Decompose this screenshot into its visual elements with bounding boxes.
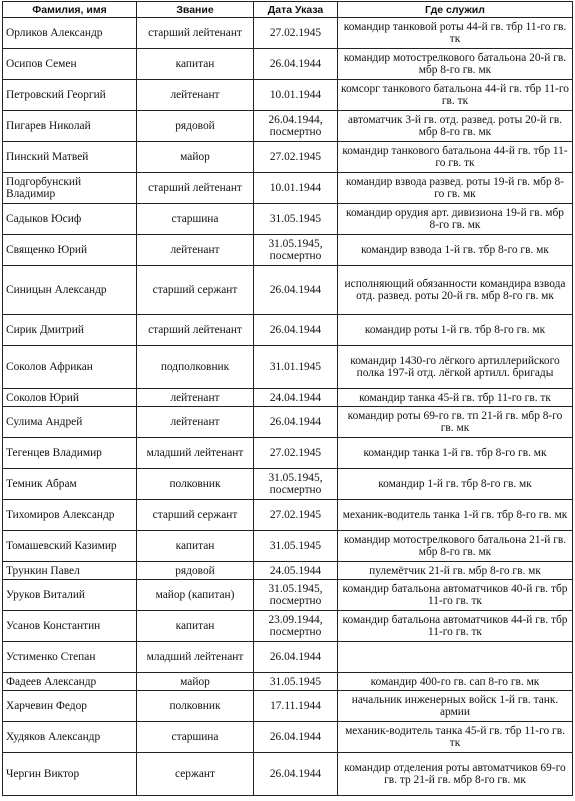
cell-service: командир 1-й гв. тбр 8-го гв. мк <box>338 469 573 500</box>
cell-rank: майор (капитан) <box>137 580 254 611</box>
cell-date: 31.05.1945 <box>254 531 338 562</box>
table-body <box>3 18 573 796</box>
cell-rank: младший лейтенант <box>137 642 254 673</box>
cell-date: 26.04.1944 <box>254 315 338 346</box>
cell-date: 26.04.1944 <box>254 49 338 80</box>
cell-service: автоматчик 3-й гв. отд. развед. роты 20-й гв. мбр 8-го гв. мк <box>338 111 573 142</box>
cell-service: командир мотострелкового батальона 20-й гв. мбр 8-го гв. мк <box>338 49 573 80</box>
cell-date: 26.04.1944 <box>254 722 338 753</box>
cell-date: 26.04.1944 <box>254 407 338 438</box>
cell-service: командир отделения роты автоматчиков 69-го гв. тр 21-й гв. мбр 8-го гв. мк <box>338 753 573 796</box>
cell-name: Петровский Георгий <box>3 80 137 111</box>
cell-date: 27.02.1945 <box>254 18 338 49</box>
cell-service: командир взвода развед. роты 19-й гв. мбр 8-го гв. мк <box>338 173 573 204</box>
cell-name: Томашевский Казимир <box>3 531 137 562</box>
cell-date: 10.01.1944 <box>254 80 338 111</box>
table-row <box>3 642 573 673</box>
table-row <box>3 315 573 346</box>
cell-name: Сирик Дмитрий <box>3 315 137 346</box>
header-row <box>3 2 573 18</box>
header-rank: Звание <box>137 2 254 18</box>
cell-date: 24.05.1944 <box>254 562 338 580</box>
cell-name: Худяков Александр <box>3 722 137 753</box>
table-row <box>3 142 573 173</box>
table-row <box>3 173 573 204</box>
awards-table <box>2 1 573 796</box>
cell-rank: старший лейтенант <box>137 315 254 346</box>
cell-name: Фадеев Александр <box>3 673 137 691</box>
table-row <box>3 691 573 722</box>
table-row <box>3 562 573 580</box>
cell-rank: лейтенант <box>137 235 254 266</box>
table-row <box>3 204 573 235</box>
cell-rank: старшина <box>137 204 254 235</box>
cell-service: командир батальона автоматчиков 44-й гв. тбр 11-го гв. тк <box>338 611 573 642</box>
cell-date: 27.02.1945 <box>254 500 338 531</box>
cell-service: начальник инженерных войск 1-й гв. танк. армии <box>338 691 573 722</box>
cell-rank: старший сержант <box>137 500 254 531</box>
table-row <box>3 469 573 500</box>
table-row <box>3 438 573 469</box>
cell-name: Тихомиров Александр <box>3 500 137 531</box>
cell-rank: капитан <box>137 531 254 562</box>
header-date: Дата Указа <box>254 2 338 18</box>
table-row <box>3 722 573 753</box>
cell-name: Устименко Степан <box>3 642 137 673</box>
cell-name: Орликов Александр <box>3 18 137 49</box>
cell-service: командир танковой роты 44-й гв. тбр 11-го гв. тк <box>338 18 573 49</box>
table-row <box>3 266 573 315</box>
table-row <box>3 531 573 562</box>
cell-rank: подполковник <box>137 346 254 389</box>
table-row <box>3 389 573 407</box>
cell-name: Харчевин Федор <box>3 691 137 722</box>
cell-service: механик-водитель танка 1-й гв. тбр 8-го гв. мк <box>338 500 573 531</box>
cell-service <box>338 642 573 673</box>
cell-service: комсорг танкового батальона 44-й гв. тбр 11-го гв. тк <box>338 80 573 111</box>
cell-name: Подгорбунский Владимир <box>3 173 137 204</box>
cell-service: командир 1430-го лёгкого артиллерийского полка 197-й отд. лёгкой артилл. бригады <box>338 346 573 389</box>
cell-name: Усанов Константин <box>3 611 137 642</box>
cell-rank: майор <box>137 142 254 173</box>
cell-date: 27.02.1945 <box>254 142 338 173</box>
cell-rank: капитан <box>137 49 254 80</box>
cell-date: 31.05.1945 <box>254 204 338 235</box>
cell-name: Трункин Павел <box>3 562 137 580</box>
cell-date: 31.01.1945 <box>254 346 338 389</box>
cell-service: командир батальона автоматчиков 40-й гв. тбр 11-го гв. тк <box>338 580 573 611</box>
header-service: Где служил <box>338 2 573 18</box>
cell-rank: полковник <box>137 691 254 722</box>
cell-rank: лейтенант <box>137 80 254 111</box>
cell-service: командир взвода 1-й гв. тбр 8-го гв. мк <box>338 235 573 266</box>
cell-name: Пинский Матвей <box>3 142 137 173</box>
cell-date: 31.05.1945, посмертно <box>254 235 338 266</box>
cell-service: командир орудия арт. дивизиона 19-й гв. мбр 8-го гв. мк <box>338 204 573 235</box>
cell-service: командир танкового батальона 44-й гв. тбр 11-го гв. тк <box>338 142 573 173</box>
cell-rank: старшина <box>137 722 254 753</box>
cell-date: 31.05.1945, посмертно <box>254 580 338 611</box>
cell-rank: старший лейтенант <box>137 18 254 49</box>
cell-rank: полковник <box>137 469 254 500</box>
cell-name: Соколов Африкан <box>3 346 137 389</box>
cell-rank: майор <box>137 673 254 691</box>
cell-rank: старший лейтенант <box>137 173 254 204</box>
header-name: Фамилия, имя <box>3 2 137 18</box>
cell-rank: капитан <box>137 611 254 642</box>
cell-name: Чергин Виктор <box>3 753 137 796</box>
cell-date: 31.05.1945, посмертно <box>254 469 338 500</box>
cell-name: Тегенцев Владимир <box>3 438 137 469</box>
table-row <box>3 753 573 796</box>
cell-date: 24.04.1944 <box>254 389 338 407</box>
cell-name: Осипов Семен <box>3 49 137 80</box>
cell-service: командир танка 1-й гв. тбр 8-го гв. мк <box>338 438 573 469</box>
cell-service: пулемётчик 21-й гв. мбр 8-го гв. мк <box>338 562 573 580</box>
cell-date: 17.11.1944 <box>254 691 338 722</box>
cell-name: Садыков Юсиф <box>3 204 137 235</box>
cell-name: Пигарев Николай <box>3 111 137 142</box>
table-row <box>3 611 573 642</box>
cell-date: 26.04.1944 <box>254 753 338 796</box>
table-row <box>3 18 573 49</box>
table-row <box>3 80 573 111</box>
table-header <box>3 2 573 18</box>
cell-rank: рядовой <box>137 562 254 580</box>
cell-date: 26.04.1944 <box>254 642 338 673</box>
table-row <box>3 111 573 142</box>
table-row <box>3 673 573 691</box>
cell-service: командир танка 45-й гв. тбр 11-го гв. тк <box>338 389 573 407</box>
cell-name: Сулима Андрей <box>3 407 137 438</box>
cell-date: 26.04.1944, посмертно <box>254 111 338 142</box>
cell-rank: младший лейтенант <box>137 438 254 469</box>
table-row <box>3 346 573 389</box>
cell-name: Уруков Виталий <box>3 580 137 611</box>
cell-rank: старший сержант <box>137 266 254 315</box>
cell-date: 10.01.1944 <box>254 173 338 204</box>
cell-rank: лейтенант <box>137 407 254 438</box>
cell-rank: рядовой <box>137 111 254 142</box>
cell-service: механик-водитель танка 45-й гв. тбр 11-го гв. тк <box>338 722 573 753</box>
cell-date: 23.09.1944, посмертно <box>254 611 338 642</box>
cell-name: Синицын Александр <box>3 266 137 315</box>
table-row <box>3 235 573 266</box>
table-row <box>3 500 573 531</box>
cell-service: командир роты 1-й гв. тбр 8-го гв. мк <box>338 315 573 346</box>
cell-service: командир мотострелкового батальона 21-й гв. мбр 8-го гв. мк <box>338 531 573 562</box>
cell-service: командир 400-го гв. сап 8-го гв. мк <box>338 673 573 691</box>
cell-name: Священко Юрий <box>3 235 137 266</box>
cell-date: 31.05.1945 <box>254 673 338 691</box>
table-row <box>3 407 573 438</box>
table-row <box>3 580 573 611</box>
cell-service: исполняющий обязанности командира взвода отд. развед. роты 20-й гв. мбр 8-го гв. мк <box>338 266 573 315</box>
cell-date: 26.04.1944 <box>254 266 338 315</box>
cell-name: Соколов Юрий <box>3 389 137 407</box>
cell-rank: лейтенант <box>137 389 254 407</box>
table-row <box>3 49 573 80</box>
cell-name: Темник Абрам <box>3 469 137 500</box>
cell-service: командир роты 69-го гв. тп 21-й гв. мбр 8-го гв. мк <box>338 407 573 438</box>
cell-rank: сержант <box>137 753 254 796</box>
cell-date: 27.02.1945 <box>254 438 338 469</box>
